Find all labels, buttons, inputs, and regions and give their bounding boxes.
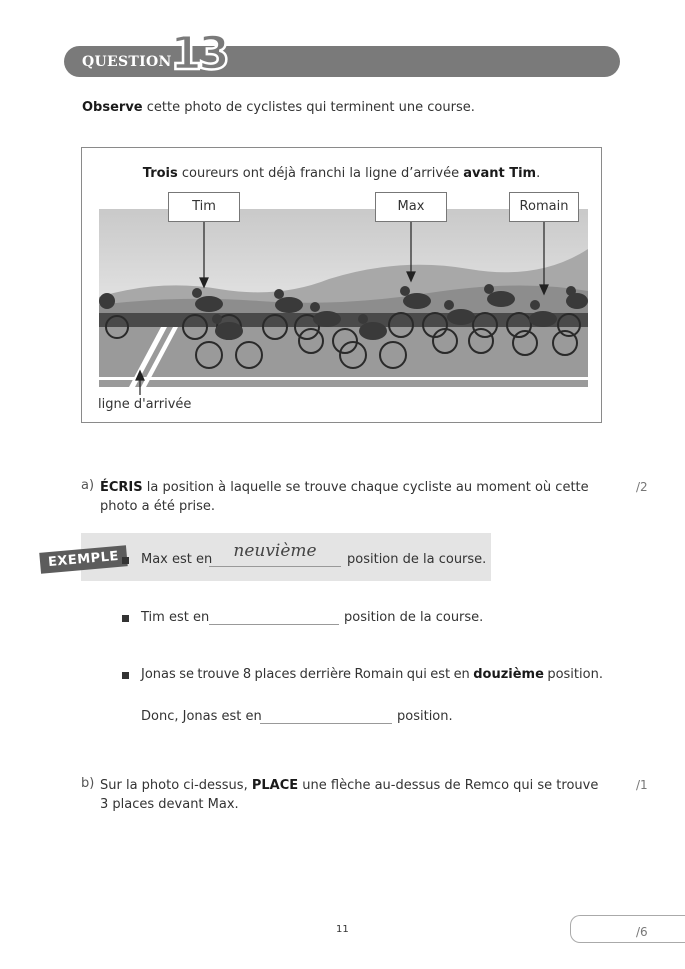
intro-text (82, 100, 475, 115)
jonas-word: Romain (354, 667, 404, 682)
jonas-word: derrière (299, 667, 352, 682)
example-prefix: Max est en (141, 552, 213, 567)
part-a-letter: a) (81, 478, 95, 493)
example-suffix: position de la course. (347, 552, 487, 567)
part-b-instruction (100, 776, 610, 814)
label-max: Max (375, 192, 447, 222)
question-label: QUESTION (82, 54, 172, 70)
part-a-bold: ÉCRIS (100, 480, 143, 495)
jonas-word: places (254, 667, 297, 682)
tim-bullet (122, 615, 129, 622)
intro-rest: cette photo de cyclistes qui terminent une course. (142, 100, 475, 115)
part-b-rest: une flèche au-dessus de Remco qui se trouve 3 places devant Max. (100, 778, 599, 812)
intro-bold: Observe (82, 100, 143, 115)
jonas-word: se (179, 667, 194, 682)
part-b-prefix: Sur la photo ci-dessus, (100, 778, 252, 793)
finish-line-label: ligne d'arrivée (98, 397, 192, 412)
part-b-letter: b) (81, 776, 95, 791)
caption-bold-avant-tim: avant Tim (463, 166, 537, 181)
part-a-score: /2 (636, 480, 648, 494)
jonas-conclusion-suffix: position. (397, 709, 453, 724)
total-score: /6 (636, 925, 648, 939)
page-number: 11 (336, 924, 349, 935)
jonas-bullet (122, 672, 129, 679)
jonas-conclusion-prefix: Donc, Jonas est en (141, 709, 262, 724)
example-tag: EXEMPLE (39, 545, 127, 573)
jonas-word: qui (406, 667, 427, 682)
caption-middle: coureurs ont déjà franchi la ligne d’arrivée (177, 166, 464, 181)
part-b-bold: PLACE (251, 778, 299, 793)
question-number: 13 (170, 26, 227, 80)
jonas-word-bold: douzième (473, 667, 544, 682)
tim-answer-blank[interactable] (209, 609, 339, 625)
cyclists-photo[interactable] (99, 209, 588, 387)
caption-end: . (536, 166, 541, 181)
tim-prefix: Tim est en (141, 610, 210, 625)
jonas-word: 8 (242, 667, 252, 682)
photo-caption (81, 166, 602, 181)
part-b-score: /1 (636, 778, 648, 792)
jonas-word: en (453, 667, 470, 682)
caption-bold-trois: Trois (142, 166, 178, 181)
part-a-instruction (100, 478, 608, 516)
label-romain: Romain (509, 192, 579, 222)
jonas-answer-blank[interactable] (260, 708, 392, 724)
label-tim: Tim (168, 192, 240, 222)
example-answer: neuvième (233, 541, 317, 561)
jonas-word: position. (547, 667, 603, 682)
example-bullet (122, 557, 129, 564)
jonas-word: trouve (197, 667, 240, 682)
tim-suffix: position de la course. (344, 610, 484, 625)
part-a-text: la position à laquelle se trouve chaque cycliste au moment où cette photo a été prise. (100, 480, 589, 514)
jonas-word: est (430, 667, 451, 682)
total-score-box (570, 915, 685, 943)
jonas-statement (141, 667, 603, 682)
jonas-word: Jonas (141, 667, 176, 682)
